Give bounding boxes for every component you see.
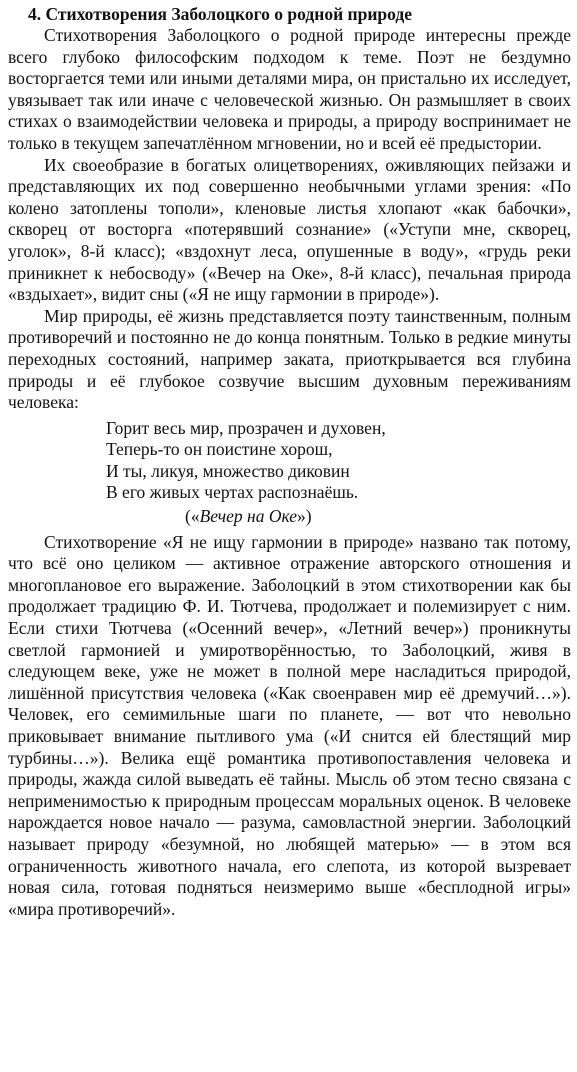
poem-line: Теперь-то он поистине хорош, bbox=[106, 439, 333, 460]
poem-line: Горит весь мир, прозрачен и духовен, bbox=[106, 417, 386, 438]
section-title: 4. Стихотворения Заболоцкого о родной природе bbox=[28, 4, 413, 24]
poem-attribution bbox=[8, 506, 571, 528]
poem-line: В его живых чертах распознаёшь. bbox=[106, 482, 359, 503]
paragraph-personification: Их своеобразие в богатых олицетворениях, оживляющих пейзажи и представляющих их под совершенно необычными углами зрения: «По колено затоплены тополи», кленовые листья хлопают «как бабочки», скворец от восторга «потерявший сознание» («Уступи мне, скворец, уголок», 8-й класс); «вздохнут леса, опушенные в воду», «грудь реки приникнет к небосводу» («Вечер на Оке», 8-й класс), печальная природа «вздыхает», видит сны («Я не ищу гармонии в природе»). bbox=[8, 154, 571, 305]
attribution-open: (« bbox=[185, 506, 200, 527]
paragraph-intro: Стихотворения Заболоцкого о родной природе интересны прежде всего глубоко философским подходом к теме. Поэт не бездумно восторгается теми или иными деталями мира, он пристально их исследует, увязывает так или иначе с человеческой жизнью. Он размышляет в своих стихах о взаимодействии человека и природы, а природу воспринимает не только в текущем запечатлённом мгновении, но и всей её предыстории. bbox=[8, 25, 571, 153]
paragraph-nature-mystery: Мир природы, её жизнь представляется поэту таинственным, полным противоречий и постоянно не до конца понятным. Только в редкие минуты переходных состояний, например заката, приоткрывается вся глубина природы и её глубокое созвучие высшим духовным переживаниям человека: bbox=[8, 305, 571, 413]
paragraph-harmony-analysis: Стихотворение «Я не ищу гармонии в природе» названо так потому, что всё оно целиком — активное отражение авторского отношения и многоплановое его выражение. Заболоцкий в этом стихотворении как бы продолжает традицию Ф. И. Тютчева, продолжает и полемизирует с ним. Если стихи Тютчева («Осенний вечер», «Летний вечер») проникнуты светлой гармонией и умиротворённостью, то Заболоцкий, живя в следующем веке, уже не может в полной мере насладиться природой, лишённой присутствия человека («Как своенравен мир её дремучий…»). Человек, его семимильные шаги по планете, — вот что невольно приковывает внимание пытливого ума («И снится ей блестящий мир турбины…»). Велика ещё романтика противопоставления человека и природы, жажда силой выведать её тайны. Мысль об этом тесно связана с неприменимостью к природным процессам моральных оценок. В человеке нарождается новое начало — разума, самовластной энергии. Заболоцкий называет природу «безумной, но любящей матерью» — в этом вся ограниченность животного начала, его слепота, из которой вызревает новая сила, готовая подняться неизмеримо выше «бесплодной игры» «мира противоречий». bbox=[8, 531, 571, 919]
attribution-close: ») bbox=[297, 506, 312, 527]
attribution-title: Вечер на Оке bbox=[199, 506, 298, 527]
poem-quote bbox=[8, 418, 571, 504]
poem-line: И ты, ликуя, множество диковин bbox=[106, 460, 350, 481]
